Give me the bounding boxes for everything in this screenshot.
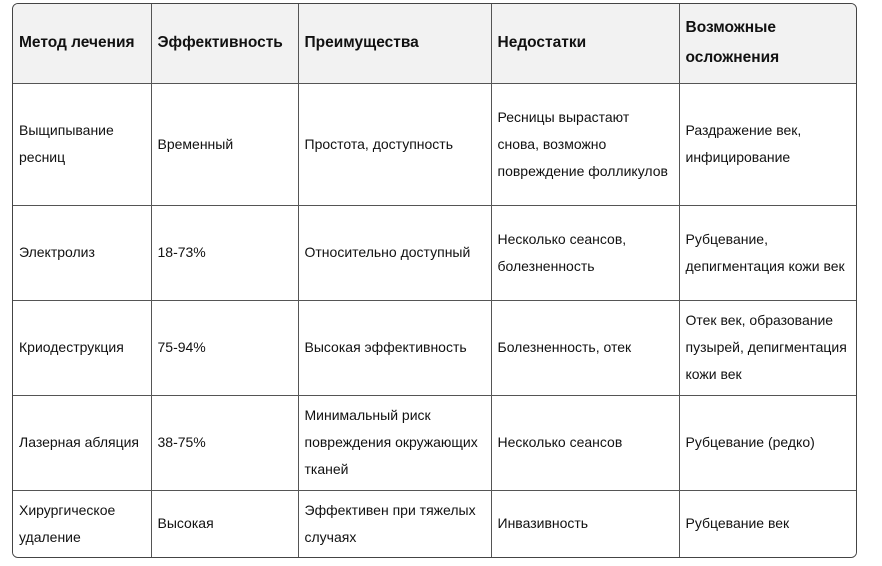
table-row <box>13 300 857 395</box>
treatment-methods-table <box>13 4 857 557</box>
cell-advantages: Высокая эффективность <box>298 300 491 395</box>
cell-method: Выщипывание ресниц <box>13 83 151 205</box>
cell-disadvantages: Ресницы вырастают снова, возможно повреждение фолликулов <box>491 83 679 205</box>
cell-method: Хирургическое удаление <box>13 490 151 557</box>
table-row <box>13 205 857 300</box>
cell-disadvantages: Несколько сеансов, болезненность <box>491 205 679 300</box>
cell-effectiveness: 38-75% <box>151 395 298 490</box>
cell-method: Лазерная абляция <box>13 395 151 490</box>
cell-effectiveness: 75-94% <box>151 300 298 395</box>
cell-complications: Рубцевание век <box>679 490 857 557</box>
cell-method: Электролиз <box>13 205 151 300</box>
cell-complications: Отек век, образование пузырей, депигментация кожи век <box>679 300 857 395</box>
cell-effectiveness: Высокая <box>151 490 298 557</box>
cell-complications: Рубцевание, депигментация кожи век <box>679 205 857 300</box>
cell-complications: Рубцевание (редко) <box>679 395 857 490</box>
cell-disadvantages: Несколько сеансов <box>491 395 679 490</box>
header-effectiveness: Эффективность <box>151 4 298 83</box>
cell-advantages: Минимальный риск повреждения окружающих тканей <box>298 395 491 490</box>
table-row <box>13 83 857 205</box>
header-advantages: Преимущества <box>298 4 491 83</box>
cell-disadvantages: Болезненность, отек <box>491 300 679 395</box>
header-complications: Возможные осложнения <box>679 4 857 83</box>
cell-advantages: Эффективен при тяжелых случаях <box>298 490 491 557</box>
table-row <box>13 490 857 557</box>
cell-effectiveness: 18-73% <box>151 205 298 300</box>
cell-advantages: Относительно доступный <box>298 205 491 300</box>
header-disadvantages: Недостатки <box>491 4 679 83</box>
cell-advantages: Простота, доступность <box>298 83 491 205</box>
cell-complications: Раздражение век, инфицирование <box>679 83 857 205</box>
cell-disadvantages: Инвазивность <box>491 490 679 557</box>
table-row <box>13 395 857 490</box>
table-header-row <box>13 4 857 83</box>
treatment-table-container <box>12 3 857 558</box>
cell-method: Криодеструкция <box>13 300 151 395</box>
header-method: Метод лечения <box>13 4 151 83</box>
cell-effectiveness: Временный <box>151 83 298 205</box>
